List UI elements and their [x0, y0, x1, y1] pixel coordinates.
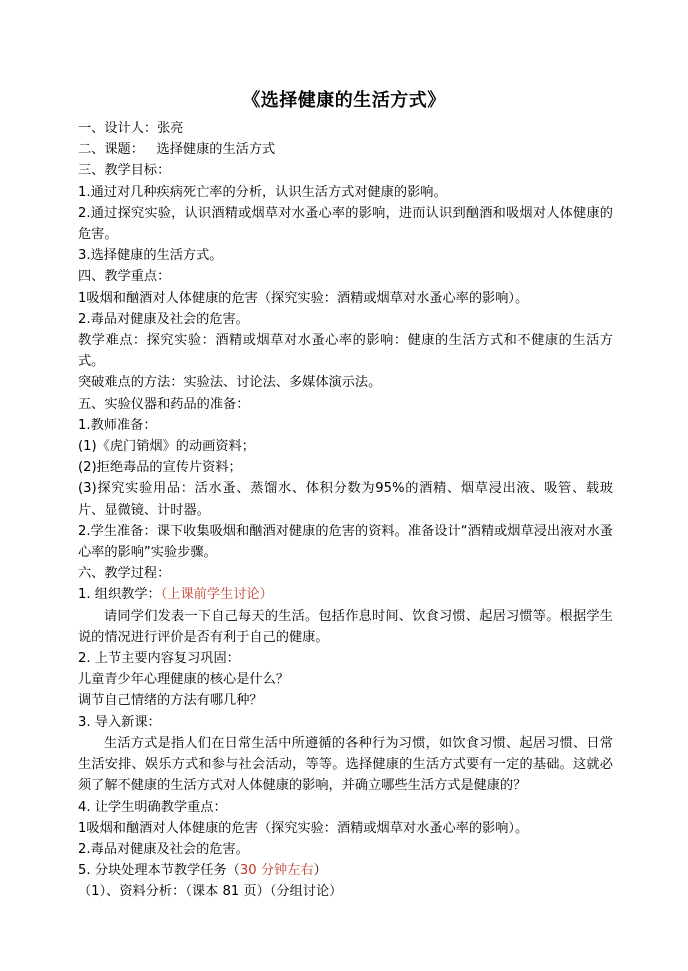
- document-title: 《选择健康的生活方式》: [242, 90, 446, 111]
- teacher-item: (1)《虎门销烟》的动画资料；: [78, 439, 255, 455]
- step4-item: 2.毒品对健康及社会的危害。: [78, 841, 249, 857]
- goal-item: 2.通过探究实验，认识酒精或烟草对水蚤心率的影响，进而认识到酗酒和吸烟对人体健康的危害。: [78, 205, 613, 243]
- focus-item: 2.毒品对健康及社会的危害。: [78, 311, 249, 327]
- goals-heading: 三、教学目标：: [78, 163, 171, 179]
- step2-label: 2. 上节主要内容复习巩固：: [78, 651, 240, 667]
- step5-close: ）: [313, 863, 327, 879]
- step2-question: 调节自己情绪的方法有哪几种？: [78, 693, 263, 709]
- focus-heading: 四、教学重点：: [78, 269, 171, 285]
- teacher-item: (3)探究实验用品：活水蚤、蒸馏水、体积分数为95%的酒精、烟草浸出液、吸管、载玻片、显微镜、计时器。: [78, 481, 613, 518]
- step2-question: 儿童青少年心理健康的核心是什么？: [78, 672, 289, 688]
- step5-line: [78, 860, 613, 881]
- step1-text: 请同学们发表一下自己每天的生活。包括作息时间、饮食习惯、起居习惯等。根据学生说的情况进行评价是否有利于自己的健康。: [78, 608, 613, 645]
- teacher-prep: 1.教师准备：: [78, 417, 157, 433]
- step4-label: 4. 让学生明确教学重点：: [78, 799, 227, 815]
- document-body: [78, 118, 613, 903]
- step3-text: 生活方式是指人们在日常生活中所遵循的各种行为习惯，如饮食习惯、起居习惯、日常生活安排、娱乐方式和参与社会活动，等等。选择健康的生活方式要有一定的基础。这就必须了解不健康的生活方式对人体健康的影响，并确立哪些生活方式是健康的？: [78, 735, 613, 794]
- prep-heading: 五、实验仪器和药品的准备：: [78, 396, 250, 412]
- step4-item: 1吸烟和酗酒对人体健康的危害（探究实验：酒精或烟草对水蚤心率的影响）。: [78, 820, 529, 836]
- step1-note: （上课前学生讨论）: [160, 587, 273, 603]
- method-line: 突破难点的方法：实验法、讨论法、多媒体演示法。: [78, 375, 382, 391]
- student-prep: 2.学生准备：课下收集吸烟和酗酒对健康的危害的资料。准备设计“酒精或烟草浸出液对水蚤心率的影响”实验步骤。: [78, 523, 613, 561]
- focus-item: 1吸烟和酗酒对人体健康的危害（探究实验：酒精或烟草对水蚤心率的影响）。: [78, 290, 529, 306]
- process-heading: 六、教学过程：: [78, 566, 171, 582]
- step3-label: 3. 导入新课：: [78, 714, 161, 730]
- teacher-item: (2)拒绝毒品的宣传片资料；: [78, 460, 242, 476]
- step1-label: 1. 组织教学：: [78, 587, 161, 603]
- step5-sub: （1）、资料分析：（课本 81 页）（分组讨论）: [78, 884, 343, 900]
- goal-item: 3.选择健康的生活方式。: [78, 248, 223, 264]
- topic-line: 二、课题： 选择健康的生活方式: [78, 142, 276, 158]
- goal-item: 1.通过对几种疾病死亡率的分析，认识生活方式对健康的影响。: [78, 184, 447, 200]
- difficulty-line: 教学难点：探究实验：酒精或烟草对水蚤心率的影响：健康的生活方式和不健康的生活方式。: [78, 333, 613, 370]
- designer-line: 一、设计人：张亮: [78, 121, 184, 136]
- step1-line: [78, 584, 613, 605]
- step5-time: 30 分钟左右: [239, 863, 314, 879]
- step5-label: 5. 分块处理本节教学任务（: [78, 863, 240, 879]
